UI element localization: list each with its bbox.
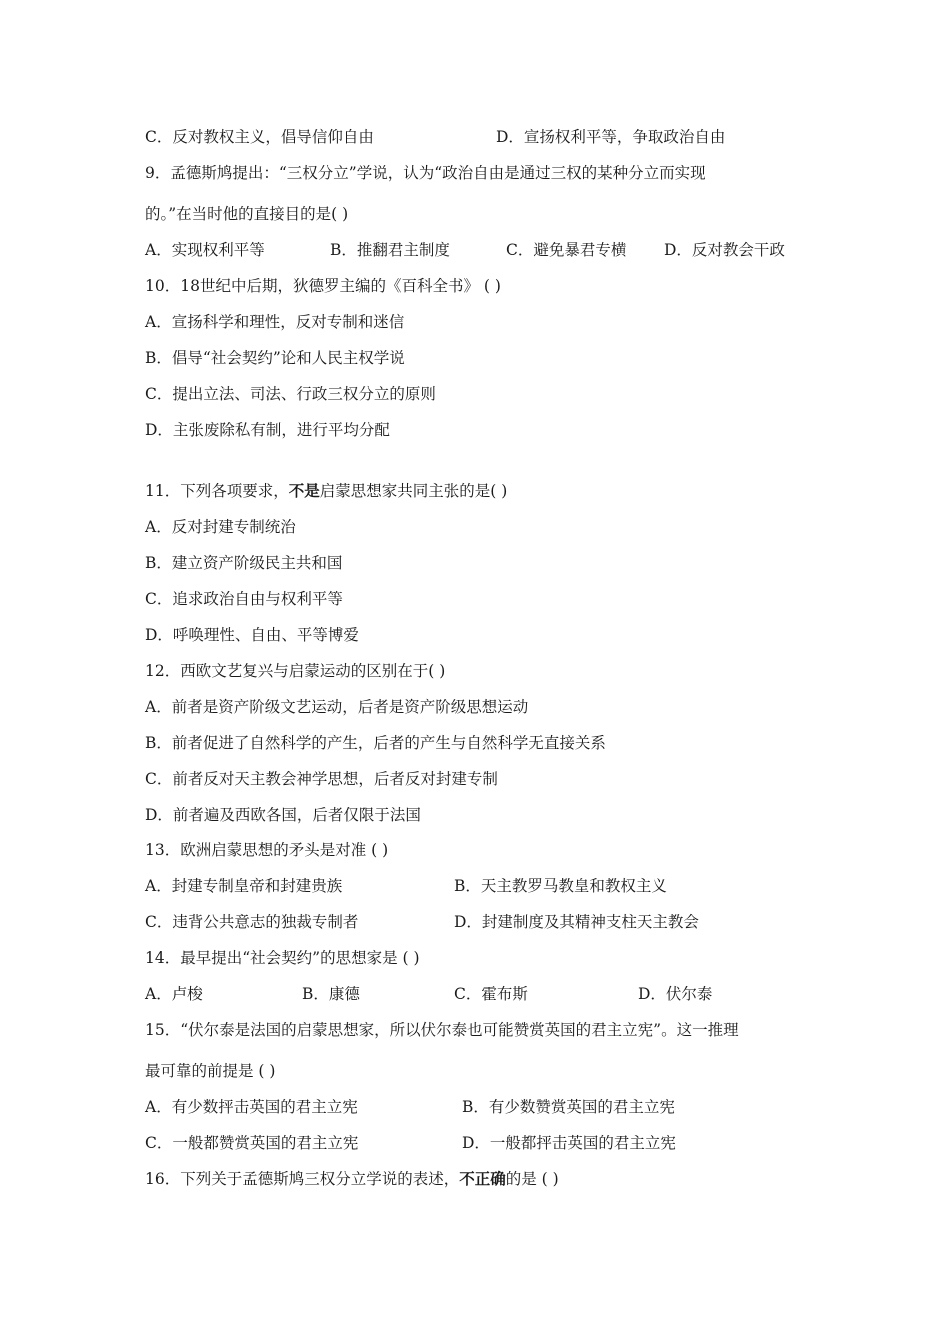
q9-option-b: B．推翻君主制度	[330, 241, 450, 259]
q15-option-c: C．一般都赞赏英国的君主立宪	[145, 1134, 359, 1152]
q10-option-b: B．倡导“社会契约”论和人民主权学说	[145, 349, 405, 367]
q9-option-d: D．反对教会干政	[664, 241, 785, 259]
q14-option-b: B．康德	[302, 985, 360, 1003]
q9-option-c: C．避免暴君专横	[506, 241, 627, 259]
q16-stem-emphasis: 不正确	[459, 1170, 506, 1188]
q16-stem-prefix: 16．下列关于孟德斯鸠三权分立学说的表述，	[145, 1170, 460, 1188]
q15-stem-line2: 最可靠的前提是 ( )	[145, 1062, 276, 1080]
q8-option-d: D．宣扬权利平等，争取政治自由	[496, 128, 726, 146]
q13-option-b: B．天主教罗马教皇和教权主义	[454, 877, 667, 895]
q16-stem	[145, 1169, 559, 1189]
q14-option-a: A．卢梭	[145, 985, 203, 1003]
q9-stem-line1: 9．孟德斯鸠提出：“三权分立”学说，认为“政治自由是通过三权的某种分立而实现	[145, 164, 706, 182]
q11-stem-emphasis: 不是	[288, 482, 320, 500]
q11-option-d: D．呼唤理性、自由、平等博爱	[145, 626, 359, 644]
q15-option-b: B．有少数赞赏英国的君主立宪	[462, 1098, 675, 1116]
q12-stem: 12．西欧文艺复兴与启蒙运动的区别在于( )	[145, 662, 446, 680]
q11-option-b: B．建立资产阶级民主共和国	[145, 554, 343, 572]
q14-option-d: D．伏尔泰	[638, 985, 713, 1003]
q13-option-c: C．违背公共意志的独裁专制者	[145, 913, 359, 931]
q8-option-c: C．反对教权主义，倡导信仰自由	[145, 128, 374, 146]
q9-stem-line2: 的。”在当时他的直接目的是( )	[145, 205, 349, 223]
q13-option-a: A．封建专制皇帝和封建贵族	[145, 877, 343, 895]
q10-stem: 10．18世纪中后期，狄德罗主编的《百科全书》 ( )	[145, 277, 501, 295]
q14-stem: 14．最早提出“社会契约”的思想家是 ( )	[145, 949, 420, 967]
q12-option-a: A．前者是资产阶级文艺运动，后者是资产阶级思想运动	[145, 698, 529, 716]
q11-stem-prefix: 11．下列各项要求，	[145, 482, 289, 500]
q11-option-a: A．反对封建专制统治	[145, 518, 296, 536]
q16-stem-suffix: 的是 ( )	[505, 1170, 559, 1188]
q10-option-a: A．宣扬科学和理性，反对专制和迷信	[145, 313, 405, 331]
q14-option-c: C．霍布斯	[454, 985, 528, 1003]
q15-option-d: D．一般都抨击英国的君主立宪	[462, 1134, 676, 1152]
q11-stem	[145, 481, 507, 501]
q13-option-d: D．封建制度及其精神支柱天主教会	[454, 913, 699, 931]
q12-option-d: D．前者遍及西欧各国，后者仅限于法国	[145, 806, 421, 824]
q15-stem-line1: 15．“伏尔泰是法国的启蒙思想家，所以伏尔泰也可能赞赏英国的君主立宪”。这一推理	[145, 1021, 739, 1039]
q11-option-c: C．追求政治自由与权利平等	[145, 590, 343, 608]
q9-option-a: A．实现权利平等	[145, 241, 265, 259]
q13-stem: 13．欧洲启蒙思想的矛头是对准 ( )	[145, 841, 389, 859]
q11-stem-suffix: 启蒙思想家共同主张的是( )	[319, 482, 508, 500]
q10-option-d: D．主张废除私有制，进行平均分配	[145, 421, 390, 439]
q12-option-b: B．前者促进了自然科学的产生，后者的产生与自然科学无直接关系	[145, 734, 606, 752]
q10-option-c: C．提出立法、司法、行政三权分立的原则	[145, 385, 436, 403]
q15-option-a: A．有少数抨击英国的君主立宪	[145, 1098, 358, 1116]
q12-option-c: C．前者反对天主教会神学思想，后者反对封建专制	[145, 770, 498, 788]
